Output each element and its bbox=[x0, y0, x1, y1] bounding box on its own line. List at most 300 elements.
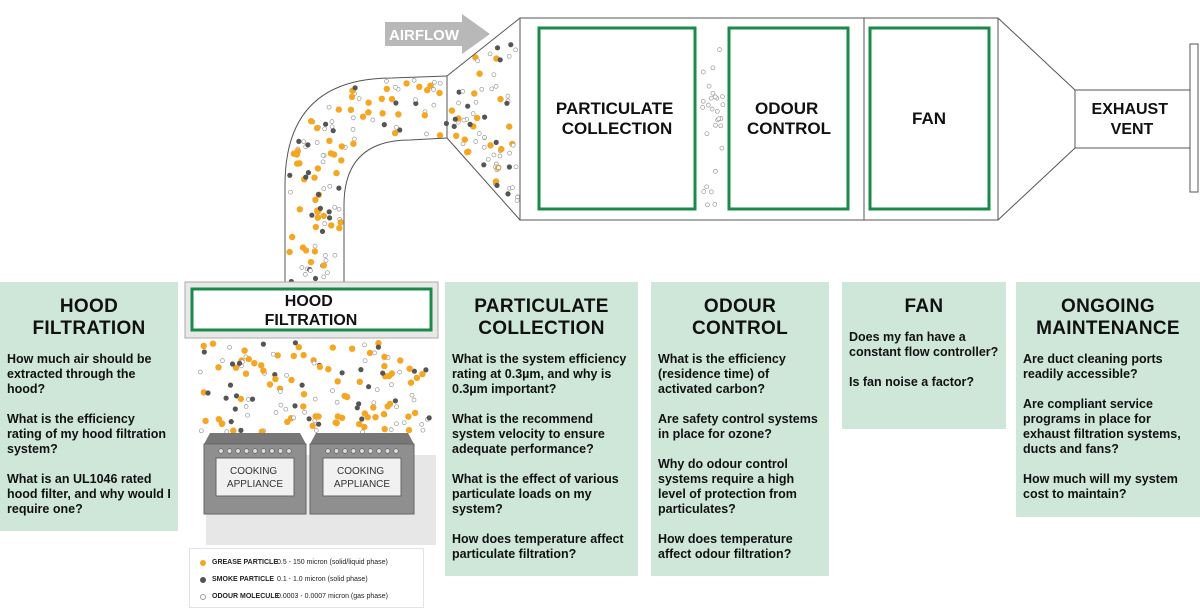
card-hood-filtration bbox=[0, 282, 178, 531]
smoke-particle bbox=[318, 206, 323, 211]
grease-particle bbox=[312, 413, 318, 419]
odour-molecule bbox=[492, 153, 496, 157]
odour-molecule bbox=[720, 146, 724, 150]
grease-particle bbox=[387, 401, 393, 407]
smoke-particle bbox=[306, 170, 311, 175]
card-title: ONGOING MAINTENANCE bbox=[1036, 296, 1180, 339]
grease-particle bbox=[349, 346, 355, 352]
card-question: Are compliant service programs in place for exhaust filtration systems, ducts and fans? bbox=[1023, 397, 1181, 456]
knob-icon bbox=[334, 449, 339, 454]
grease-particle bbox=[312, 248, 318, 254]
odour-molecule bbox=[486, 157, 490, 161]
smoke-particle bbox=[320, 229, 325, 234]
smoke-particle bbox=[307, 416, 312, 421]
odour-molecule bbox=[323, 222, 327, 226]
grease-particle bbox=[313, 224, 319, 230]
knob-icon bbox=[244, 449, 249, 454]
grease-particle bbox=[487, 142, 493, 148]
odour-molecule bbox=[228, 345, 232, 349]
odour-molecule bbox=[322, 275, 326, 279]
grease-particle bbox=[315, 165, 321, 171]
grease-particle bbox=[321, 213, 327, 219]
grease-particle bbox=[286, 249, 292, 255]
card-title: FAN bbox=[904, 296, 944, 317]
odour-molecule bbox=[357, 97, 361, 101]
card-question: Are duct cleaning ports readily accessible? bbox=[1023, 352, 1163, 381]
odour-molecule bbox=[393, 85, 397, 89]
odour-molecule bbox=[457, 101, 461, 105]
odour-molecule bbox=[312, 361, 316, 365]
smoke-particle bbox=[313, 276, 318, 281]
odour-molecule bbox=[220, 359, 224, 363]
smoke-particle bbox=[323, 122, 328, 127]
odour-molecule bbox=[718, 48, 722, 52]
grease-dot-icon bbox=[200, 560, 206, 566]
grease-particle bbox=[419, 371, 425, 377]
smoke-particle bbox=[498, 57, 503, 62]
appliance-1-line-1: COOKING bbox=[229, 466, 278, 477]
smoke-particle bbox=[250, 397, 255, 402]
grease-particle bbox=[379, 110, 385, 116]
grease-particle bbox=[348, 107, 354, 113]
smoke-particle bbox=[316, 192, 321, 197]
odour-molecule bbox=[351, 127, 355, 131]
grease-particle bbox=[334, 420, 340, 426]
odour-molecule bbox=[330, 120, 334, 124]
smoke-particle bbox=[495, 45, 500, 50]
odour-molecule bbox=[328, 184, 332, 188]
odour-molecule bbox=[303, 272, 307, 276]
grease-particle bbox=[325, 366, 331, 372]
odour-molecule bbox=[705, 203, 709, 207]
grease-particle bbox=[361, 424, 367, 430]
odour-molecule bbox=[421, 428, 425, 432]
odour-molecule bbox=[198, 370, 202, 374]
particulate-box-line-1: PARTICULATE bbox=[555, 99, 674, 118]
airflow-arrow bbox=[385, 14, 490, 54]
odour-molecule bbox=[398, 370, 402, 374]
grease-particle bbox=[312, 197, 318, 203]
smoke-particle bbox=[296, 139, 301, 144]
odour-molecule bbox=[707, 84, 711, 88]
smoke-particle bbox=[228, 383, 233, 388]
odour-molecule bbox=[331, 389, 335, 393]
odour-molecule bbox=[705, 132, 709, 136]
grease-particle bbox=[326, 138, 332, 144]
card-question: What is the efficiency (residence time) of activated carbon? bbox=[658, 352, 786, 396]
odour-molecule bbox=[335, 400, 339, 404]
grease-particle bbox=[367, 350, 373, 356]
grease-particle bbox=[335, 378, 341, 384]
smoke-particle bbox=[359, 416, 364, 421]
grease-particle bbox=[365, 100, 371, 106]
knob-icon bbox=[394, 449, 399, 454]
odour-molecule bbox=[363, 343, 367, 347]
grease-particle bbox=[344, 394, 350, 400]
grease-particle bbox=[403, 80, 409, 86]
card-question: Are safety control systems in place for ozone? bbox=[658, 412, 818, 441]
hood-box-line-2: FILTRATION bbox=[264, 312, 358, 329]
grease-particle bbox=[201, 343, 207, 349]
odour-molecule bbox=[300, 266, 304, 270]
card-question: What is an UL1046 rated hood filter, and why would I require one? bbox=[7, 472, 171, 516]
smoke-particle bbox=[376, 345, 381, 350]
legend-range: 0.0003 - 0.0007 micron (gas phase) bbox=[277, 593, 388, 600]
grease-particle bbox=[389, 370, 395, 376]
odour-molecule bbox=[402, 421, 406, 425]
card-question: What is the effect of various particulate loads on my system? bbox=[452, 472, 619, 516]
smoke-particle bbox=[237, 361, 242, 366]
odour-molecule bbox=[438, 81, 442, 85]
legend-name: SMOKE PARTICLE bbox=[212, 576, 275, 583]
grease-particle bbox=[330, 344, 336, 350]
card-question: How does temperature affect odour filtration? bbox=[658, 532, 793, 561]
smoke-particle bbox=[300, 383, 305, 388]
smoke-particle bbox=[366, 384, 371, 389]
smoke-particle bbox=[327, 209, 332, 214]
grease-particle bbox=[289, 234, 295, 240]
odour-molecule bbox=[394, 422, 398, 426]
grease-particle bbox=[275, 352, 281, 358]
knob-icon bbox=[278, 449, 283, 454]
card-question: How much air should be extracted through the hood? bbox=[7, 352, 152, 396]
odour-molecule bbox=[313, 244, 317, 248]
grease-particle bbox=[497, 96, 503, 102]
odour-molecule bbox=[507, 54, 511, 58]
grease-particle bbox=[453, 133, 459, 139]
grease-particle bbox=[296, 160, 302, 166]
grease-particle bbox=[260, 368, 266, 374]
card-title: HOOD FILTRATION bbox=[32, 296, 146, 339]
odour-molecule bbox=[289, 190, 293, 194]
knob-icon bbox=[287, 449, 292, 454]
odour-molecule bbox=[302, 140, 306, 144]
smoke-particle bbox=[230, 361, 235, 366]
grease-particle bbox=[210, 341, 216, 347]
odour-molecule bbox=[515, 199, 519, 203]
grease-particle bbox=[381, 411, 387, 417]
grease-particle bbox=[331, 151, 337, 157]
card-question: How does temperature affect particulate filtration? bbox=[452, 532, 624, 561]
smoke-particle bbox=[508, 42, 513, 47]
odour-molecule bbox=[462, 118, 466, 122]
odour-molecule bbox=[244, 405, 248, 409]
odour-molecule bbox=[412, 398, 416, 402]
grease-particle bbox=[362, 410, 368, 416]
odour-molecule bbox=[432, 88, 436, 92]
smoke-particle bbox=[353, 85, 358, 90]
grease-particle bbox=[370, 404, 376, 410]
knob-icon bbox=[343, 449, 348, 454]
grease-particle bbox=[321, 262, 327, 268]
card-question: Is fan noise a factor? bbox=[849, 375, 975, 389]
duct-inner-wall bbox=[344, 138, 447, 285]
grease-particle bbox=[230, 427, 236, 433]
grease-particle bbox=[296, 344, 302, 350]
card-ongoing-maintenance bbox=[1016, 282, 1200, 517]
odour-molecule bbox=[488, 52, 492, 56]
grease-particle bbox=[422, 112, 428, 118]
odour-molecule bbox=[395, 405, 399, 409]
smoke-particle bbox=[327, 215, 332, 220]
particulate-box-line-2: COLLECTION bbox=[561, 119, 673, 138]
odour-box-line-1: ODOUR bbox=[754, 99, 819, 118]
odour-molecule bbox=[322, 187, 326, 191]
grease-particle bbox=[365, 109, 371, 115]
grease-particle bbox=[474, 115, 480, 121]
odour-molecule bbox=[494, 84, 498, 88]
grease-particle bbox=[315, 215, 321, 221]
card-question: How much will my system cost to maintain? bbox=[1023, 472, 1178, 501]
odour-molecule bbox=[480, 87, 484, 91]
odour-molecule bbox=[271, 352, 275, 356]
legend-name: ODOUR MOLECULE bbox=[212, 593, 280, 600]
knob-icon bbox=[270, 449, 275, 454]
grease-particle bbox=[300, 403, 306, 409]
smoke-particle bbox=[494, 183, 499, 188]
grease-particle bbox=[241, 347, 247, 353]
odour-control-box bbox=[729, 28, 848, 209]
knob-icon bbox=[261, 449, 266, 454]
odour-molecule bbox=[490, 87, 494, 91]
odour-molecule bbox=[713, 95, 717, 99]
smoke-particle bbox=[482, 115, 487, 120]
odour-molecule bbox=[432, 103, 436, 107]
smoke-particle bbox=[229, 419, 234, 424]
smoke-particle bbox=[465, 104, 470, 109]
grease-particle bbox=[381, 363, 387, 369]
smoke-particle bbox=[309, 213, 314, 218]
odour-molecule bbox=[323, 127, 327, 131]
odour-molecule bbox=[717, 117, 721, 121]
smoke-particle bbox=[358, 367, 363, 372]
appliance-2-line-2: APPLIANCE bbox=[333, 479, 391, 490]
grease-particle bbox=[408, 380, 414, 386]
odour-molecule bbox=[314, 429, 318, 433]
odour-molecule bbox=[705, 185, 709, 189]
smoke-particle bbox=[205, 390, 210, 395]
grease-particle bbox=[416, 84, 422, 90]
smoke-particle bbox=[505, 191, 510, 196]
smoke-particle bbox=[453, 117, 458, 122]
card-title: PARTICULATE COLLECTION bbox=[474, 296, 609, 339]
fan-box bbox=[870, 28, 989, 209]
grease-particle bbox=[272, 376, 278, 382]
smoke-particle bbox=[382, 122, 387, 127]
curved-duct bbox=[285, 76, 447, 285]
legend-name: GREASE PARTICLE bbox=[212, 559, 278, 566]
smoke-particle bbox=[444, 121, 449, 126]
odour-molecule bbox=[425, 132, 429, 136]
odour-molecule bbox=[337, 207, 341, 211]
odour-molecule bbox=[412, 78, 416, 82]
grease-particle bbox=[303, 247, 309, 253]
smoke-particle bbox=[427, 415, 432, 420]
grease-particle bbox=[215, 364, 221, 370]
odour-molecule bbox=[492, 73, 496, 77]
grease-particle bbox=[284, 419, 290, 425]
odour-molecule bbox=[284, 407, 288, 411]
fan-box-label: FAN bbox=[912, 109, 946, 128]
odour-molecule bbox=[321, 153, 325, 157]
card-question: What is the system efficiency rating at 0.3µm, and why is 0.3µm important? bbox=[452, 352, 627, 396]
smoke-particle bbox=[340, 370, 345, 375]
odour-molecule bbox=[701, 105, 705, 109]
smoke-particle bbox=[261, 342, 266, 347]
grease-particle bbox=[476, 71, 482, 77]
grease-particle bbox=[350, 141, 356, 147]
knob-icon bbox=[385, 449, 390, 454]
odour-molecule bbox=[482, 145, 486, 149]
particulate-collection-box bbox=[539, 28, 695, 209]
grease-particle bbox=[310, 423, 316, 429]
hood-filtration-box bbox=[185, 282, 438, 338]
odour-molecule bbox=[321, 160, 325, 164]
legend-range: 0.5 - 150 micron (solid/liquid phase) bbox=[277, 559, 388, 566]
odour-molecule bbox=[497, 166, 501, 170]
odour-molecule bbox=[709, 190, 713, 194]
card-question: Why do odour control systems require a high level of protection from particulates? bbox=[658, 457, 797, 516]
odour-molecule bbox=[373, 351, 377, 355]
airflow-label: AIRFLOW bbox=[389, 27, 459, 44]
odour-molecule bbox=[246, 413, 250, 417]
odour-molecule bbox=[477, 132, 481, 136]
smoke-particle bbox=[468, 122, 473, 127]
odour-molecule bbox=[278, 390, 282, 394]
odour-molecule bbox=[313, 397, 317, 401]
odour-molecule bbox=[246, 398, 250, 402]
knob-icon bbox=[368, 449, 373, 454]
duct-outer-wall bbox=[285, 76, 447, 285]
grease-particle bbox=[288, 377, 294, 383]
odour-molecule bbox=[701, 99, 705, 103]
odour-molecule bbox=[351, 116, 355, 120]
grease-particle bbox=[389, 96, 395, 102]
odour-molecule bbox=[702, 190, 706, 194]
grease-particle bbox=[412, 410, 418, 416]
odour-molecule bbox=[352, 137, 356, 141]
grease-particle bbox=[267, 381, 273, 387]
knob-icon bbox=[377, 449, 382, 454]
odour-molecule bbox=[420, 422, 424, 426]
grease-particle bbox=[317, 364, 323, 370]
odour-molecule bbox=[385, 79, 389, 83]
smoke-particle bbox=[305, 142, 310, 147]
odour-molecule bbox=[498, 154, 502, 158]
grease-particle bbox=[308, 118, 314, 124]
odour-molecule bbox=[706, 103, 710, 107]
smoke-particle bbox=[303, 175, 308, 180]
grease-particle bbox=[333, 170, 339, 176]
card-fan bbox=[842, 282, 1006, 429]
grease-particle bbox=[251, 360, 257, 366]
card-particulate-collection bbox=[445, 282, 638, 576]
odour-molecule bbox=[333, 253, 337, 257]
smoke-particle bbox=[331, 128, 336, 133]
odour-molecule bbox=[375, 388, 379, 392]
knob-icon bbox=[253, 449, 258, 454]
smoke-particle bbox=[287, 173, 292, 178]
knob-icon bbox=[236, 449, 241, 454]
smoke-dot-icon bbox=[200, 577, 206, 583]
odour-molecule bbox=[372, 401, 376, 405]
odour-molecule bbox=[710, 107, 714, 111]
odour-molecule bbox=[363, 359, 367, 363]
odour-molecule bbox=[476, 59, 480, 63]
odour-molecule bbox=[324, 259, 328, 263]
odour-molecule bbox=[394, 125, 398, 129]
svg-text:PARTICULATE COLLECTION bbox=[556, 99, 678, 138]
grease-particle bbox=[372, 414, 378, 420]
cooking-appliance-2 bbox=[310, 433, 414, 514]
grease-particle bbox=[339, 415, 345, 421]
odour-molecule bbox=[511, 186, 515, 190]
grease-particle bbox=[291, 353, 297, 359]
hood-box-line-1: HOOD bbox=[284, 293, 333, 310]
grease-particle bbox=[311, 174, 317, 180]
grease-particle bbox=[246, 356, 252, 362]
svg-text:ODOUR CONTROL bbox=[747, 99, 831, 138]
card-question: What is the efficiency rating of my hood filtration system? bbox=[7, 412, 167, 456]
grease-particle bbox=[436, 90, 442, 96]
knob-icon bbox=[227, 449, 232, 454]
grease-particle bbox=[506, 123, 512, 129]
odour-molecule bbox=[701, 70, 705, 74]
smoke-particle bbox=[504, 101, 509, 106]
smoke-particle bbox=[292, 403, 297, 408]
odour-molecule bbox=[327, 105, 331, 109]
odour-molecule bbox=[713, 202, 717, 206]
odour-molecule bbox=[413, 98, 417, 102]
odour-molecule bbox=[511, 143, 515, 147]
grease-particle bbox=[336, 106, 342, 112]
exhaust-flange bbox=[1190, 44, 1198, 192]
odour-molecule bbox=[719, 124, 723, 128]
appliance-2-line-1: COOKING bbox=[336, 466, 385, 477]
odour-molecule bbox=[410, 393, 414, 397]
grease-particle bbox=[360, 114, 366, 120]
grease-particle bbox=[395, 111, 401, 117]
smoke-particle bbox=[481, 162, 486, 167]
odour-molecule bbox=[474, 100, 478, 104]
knob-icon bbox=[360, 449, 365, 454]
odour-molecule bbox=[714, 123, 718, 127]
odour-molecule bbox=[303, 410, 307, 414]
smoke-particle bbox=[336, 186, 341, 191]
grease-particle bbox=[382, 426, 388, 432]
grease-particle bbox=[414, 375, 420, 381]
odour-molecule bbox=[461, 89, 465, 93]
grease-particle bbox=[336, 225, 342, 231]
odour-molecule bbox=[711, 66, 715, 70]
odour-molecule bbox=[389, 428, 393, 432]
odour-molecule bbox=[315, 141, 319, 145]
smoke-particle bbox=[356, 401, 361, 406]
odour-molecule bbox=[199, 429, 203, 433]
grease-particle bbox=[339, 143, 345, 149]
smoke-particle bbox=[233, 406, 238, 411]
odour-molecule bbox=[274, 411, 278, 415]
odour-molecule bbox=[285, 373, 289, 377]
grease-particle bbox=[300, 352, 306, 358]
grease-particle bbox=[397, 357, 403, 363]
grease-particle bbox=[462, 136, 468, 142]
odour-molecule bbox=[715, 109, 719, 113]
odour-box-line-2: CONTROL bbox=[746, 119, 832, 138]
odour-molecule bbox=[471, 112, 475, 116]
grease-particle bbox=[406, 366, 412, 372]
grease-particle bbox=[314, 125, 320, 131]
